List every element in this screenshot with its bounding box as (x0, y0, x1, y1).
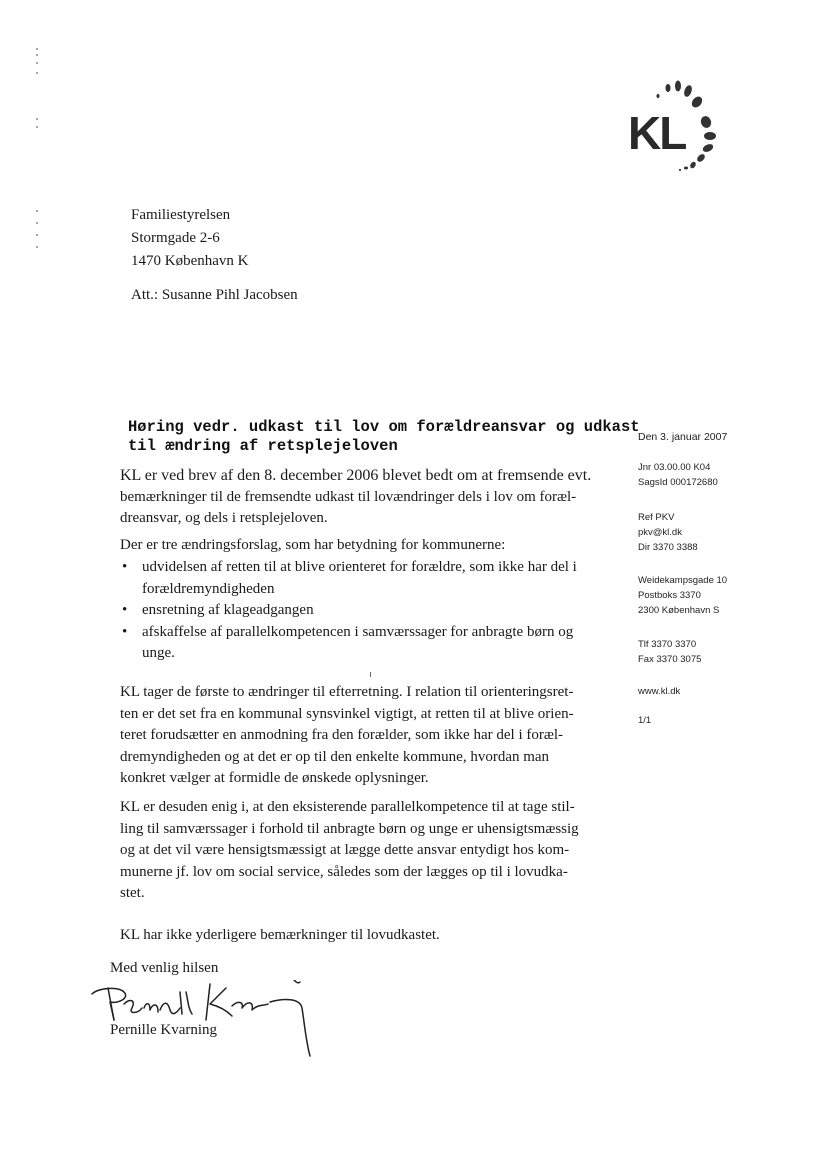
list-item-continuation: unge. (142, 645, 175, 661)
text-line: ten er det set fra en kommunal synsvinkel vigtigt, at retten til at blive orien- (120, 705, 574, 722)
text-line: KL er ved brev af den 8. december 2006 blevet bedt om at fremsende evt. (120, 467, 592, 484)
text-line: Der er tre ændringsforslag, som har betydning for kommunerne: (120, 537, 506, 553)
reference-initials: Ref PKV (638, 512, 675, 523)
sidebar-contact (638, 510, 758, 555)
website: www.kl.dk (638, 686, 681, 697)
contact-email: pkv@kl.dk (638, 527, 682, 538)
signatory-name: Pernille Kvarning (110, 1022, 218, 1038)
text-line: bemærkninger til de fremsendte udkast til lovændringer dels i lov om foræl- (120, 488, 577, 505)
paragraph-2-intro (120, 535, 610, 557)
paragraph-1 (120, 465, 610, 530)
scan-margin-marks (34, 40, 40, 260)
text-line: KL er desuden enig i, at den eksisterende parallelkompetence til at tage stil- (120, 799, 575, 815)
logo-swirl-icon (628, 78, 728, 178)
street-address: Weidekampsgade 10 (638, 575, 728, 586)
postbox: Postboks 3370 (638, 590, 701, 601)
text-line: KL tager de første to ændringer til efterretning. I relation til orienteringsret- (120, 684, 574, 700)
text-line: dremyndigheden og at det er op til den enkelte kommune, hvordan man (120, 748, 550, 765)
list-item: • afskaffelse af parallelkompetencen i samværssager for anbragte børn og (120, 622, 577, 644)
recipient-line: Stormgade 2-6 (131, 230, 220, 246)
sidebar-reference (638, 460, 758, 490)
text-line: stet. (120, 885, 145, 901)
paragraph-3 (120, 682, 610, 790)
text-line: ling til samværssager i forhold til anbragte børn og unge er uhensigtsmæssig (120, 820, 579, 837)
list-item: • udvidelsen af retten til at blive orienteret for forældre, som ikke har del i (120, 557, 577, 579)
page-number: 1/1 (638, 715, 652, 726)
list-item: • ensretning af klageadgangen (120, 600, 577, 622)
text-line: konkret vælger at formidle de ønskede oplysninger. (120, 770, 429, 786)
sidebar-page (638, 713, 758, 728)
sidebar-date (638, 430, 758, 445)
text-line: teret forudsætter en anmodning fra den forælder, som ikke har del i foræl- (120, 727, 564, 743)
fax-number: Fax 3370 3075 (638, 654, 702, 665)
text-line: KL har ikke yderligere bemærkninger til lovudkastet. (120, 927, 440, 943)
text-line: munerne jf. lov om social service, således som der lægges op til i lovudka- (120, 863, 568, 880)
recipient-address (131, 204, 248, 273)
list-item-continuation: forældremyndigheden (142, 580, 275, 597)
recipient-line: 1470 København K (131, 253, 249, 269)
case-id: SagsId 000172680 (638, 477, 718, 488)
handwritten-signature (88, 980, 328, 1060)
main-phone: Tlf 3370 3370 (638, 639, 697, 650)
attention-line: Att.: Susanne Pihl Jacobsen (131, 287, 298, 303)
text-line: dreansvar, og dels i retsplejeloven. (120, 510, 328, 526)
amendment-list (120, 557, 577, 665)
sidebar-address (638, 573, 758, 618)
scan-mark (370, 672, 371, 677)
text-line: og at det vil være hensigtsmæssigt at lægge dette ansvar entydigt hos kom- (120, 842, 570, 858)
paragraph-4 (120, 797, 610, 905)
closing-greeting: Med venlig hilsen (110, 960, 219, 976)
city: 2300 København S (638, 605, 720, 616)
sidebar-phone (638, 637, 758, 667)
letter-heading (128, 418, 640, 456)
paragraph-5 (120, 925, 610, 947)
journal-number: Jnr 03.00.00 K04 (638, 462, 711, 473)
sidebar-web (638, 684, 758, 699)
recipient-line: Familiestyrelsen (131, 207, 231, 223)
kl-logo (628, 78, 728, 178)
heading-line: til ændring af retsplejeloven (128, 437, 398, 455)
letter-date: Den 3. januar 2007 (638, 431, 728, 443)
logo-text: KL (628, 107, 686, 159)
direct-phone: Dir 3370 3388 (638, 542, 698, 553)
heading-line: Høring vedr. udkast til lov om forældreansvar og udkast (128, 418, 640, 436)
